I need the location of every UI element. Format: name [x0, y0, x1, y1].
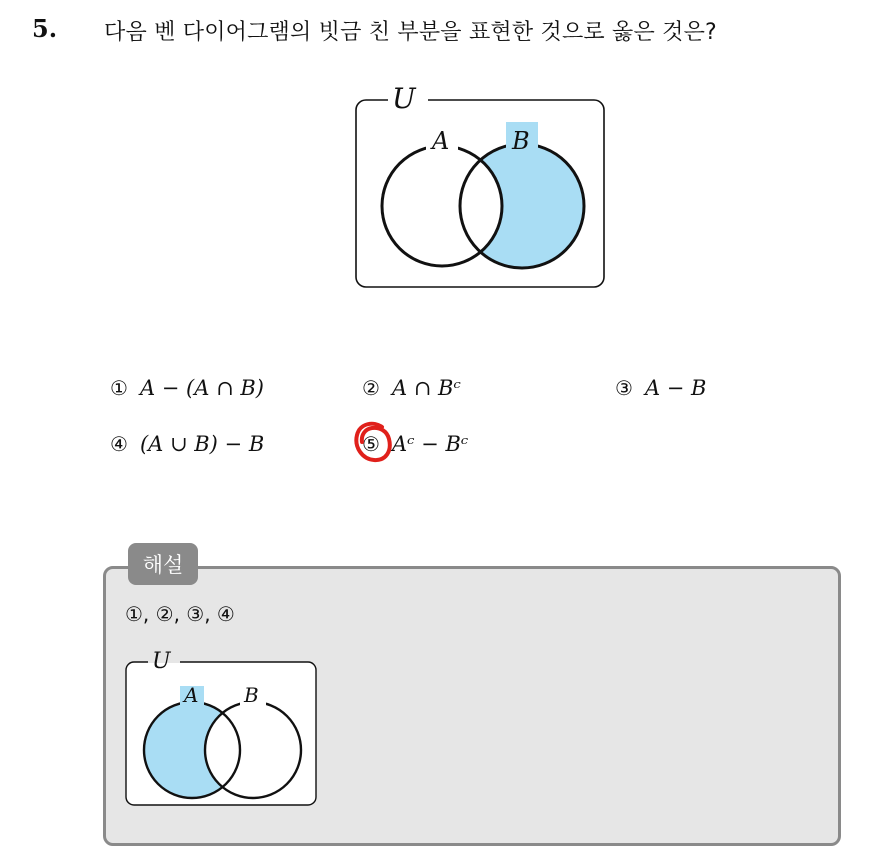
choice-2-number: ② — [362, 376, 380, 400]
choice-5-expression: Aᶜ − Bᶜ — [391, 432, 469, 456]
choice-3-expression: A − B — [644, 376, 707, 400]
solution-a-only-region — [144, 702, 301, 798]
solution-answer: ①, ②, ③, ④ — [125, 602, 235, 626]
universe-label: U — [392, 82, 416, 115]
solution-set-a-label: A — [184, 683, 199, 707]
choice-5-number: ⑤ — [362, 432, 380, 456]
solution-venn-diagram — [124, 646, 320, 810]
solution-universe-label: U — [152, 649, 171, 674]
choice-2-expression: A ∩ Bᶜ — [391, 376, 461, 400]
question-number: 5. — [32, 14, 58, 43]
choice-1-number: ① — [110, 376, 128, 400]
choice-3[interactable] — [615, 376, 706, 400]
venn-diagram — [352, 82, 612, 294]
choice-2[interactable] — [362, 376, 461, 400]
set-a-label: A — [432, 127, 450, 155]
choice-1-expression: A − (A ∩ B) — [139, 376, 264, 400]
answer-mark-circle — [352, 419, 396, 467]
choice-3-number: ③ — [615, 376, 633, 400]
choice-1[interactable] — [110, 376, 264, 400]
solution-set-b-label: B — [244, 683, 259, 707]
question-text: 다음 벤 다이어그램의 빗금 친 부분을 표현한 것으로 옳은 것은? — [104, 20, 717, 45]
choice-4-number: ④ — [110, 432, 128, 456]
choice-4-expression: (A ∪ B) − B — [139, 432, 265, 456]
solution-tag: 해설 — [128, 543, 198, 585]
set-b-label: B — [512, 127, 530, 155]
choice-4[interactable] — [110, 432, 264, 456]
